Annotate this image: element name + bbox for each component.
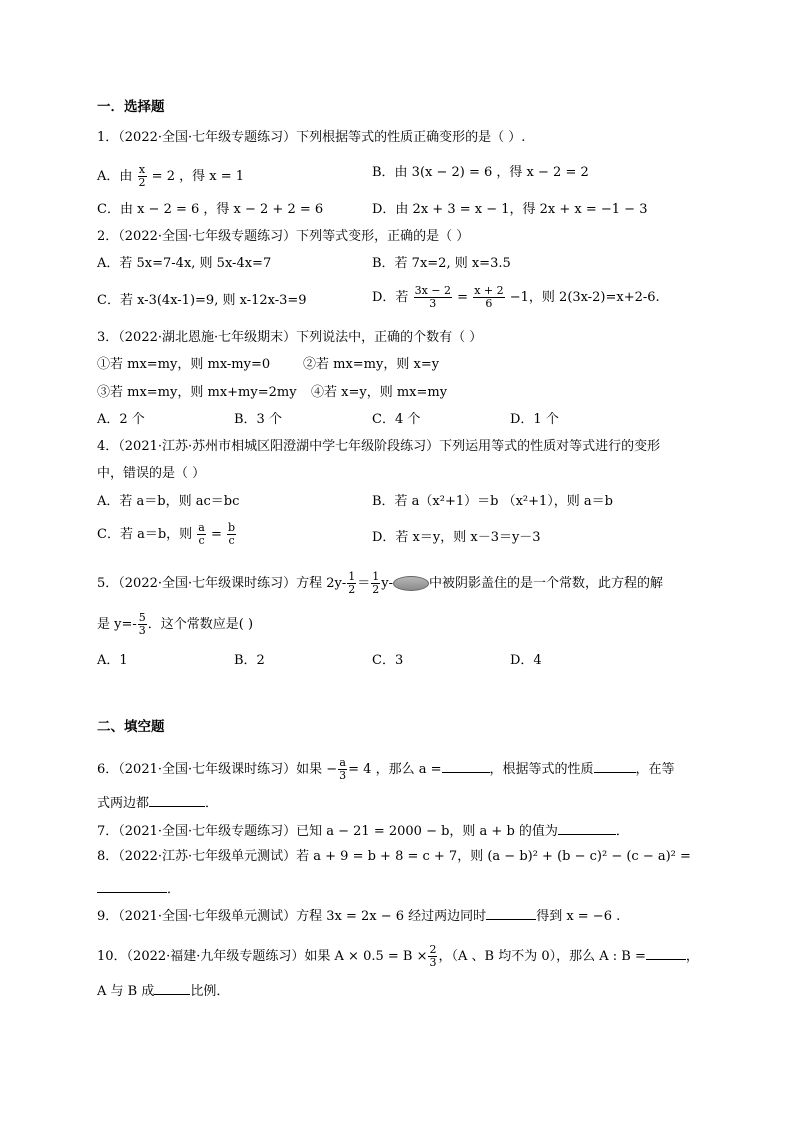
q1-option-d: D．由 2x + 3 = x − 1，得 2x + x = −1 − 3 xyxy=(372,202,648,217)
q3-statement-1: ①若 mx=my，则 mx-my=0 xyxy=(97,357,271,372)
q4-option-b: B．若 a（x²+1）＝b （x²+1），则 a＝b xyxy=(372,494,614,509)
q1-option-c: C．由 x − 2 = 6 ，得 x − 2 + 2 = 6 xyxy=(97,202,324,217)
q3-statement-3: ③若 mx=my，则 mx+my=2my xyxy=(97,385,297,400)
q5-option-d: D．4 xyxy=(510,653,542,668)
section-title-fill: 二、填空题 xyxy=(97,719,165,735)
q6-blank-3[interactable] xyxy=(149,792,205,807)
q7-stem: 7．（2021·全国·七年级专题练习）已知 a − 21 = 2000 − b，则 a + b 的值为 ． xyxy=(97,820,629,840)
q10-blank-1[interactable] xyxy=(646,945,686,960)
q2-option-b: B．若 7x=2, 则 x=3.5 xyxy=(372,256,511,271)
q4-option-d: D．若 x＝y，则 x－3＝y－3 xyxy=(372,530,541,545)
q10-stem-line1: 10．（2022·福建·九年级专题练习）如果 A × 0.5 = B × $\frac{2}{3}$ ，（A 、B 均不为 0），那么 A : B = ， xyxy=(97,943,699,969)
q5-option-a: A．1 xyxy=(97,653,128,668)
q2-option-c: C．若 x-3(4x-1)=9, 则 x-12x-3=9 xyxy=(97,293,307,308)
q5-option-c: C．3 xyxy=(372,653,404,668)
q10-blank-2[interactable] xyxy=(154,980,190,995)
q3-option-b: B．3 个 xyxy=(234,412,282,427)
shaded-constant-blot xyxy=(393,576,429,591)
q1-option-b: B．由 3(x − 2) = 6 ，得 x − 2 = 2 xyxy=(372,165,589,180)
q4-option-a: A．若 a＝b，则 ac＝bc xyxy=(97,494,240,509)
q6-stem-line1: 6．（2021·全国·七年级课时练习）如果 − $\frac{a}{3}$ = 4 ，那么 a = ，根据等式的性质 ，在等 xyxy=(97,756,675,782)
section-title-choice: 一．选择题 xyxy=(97,99,165,115)
q3-option-d: D．1 个 xyxy=(510,412,559,427)
q5-stem-line1: 5．（2022·全国·七年级课时练习）方程 2y- $\frac{1}{2}$ ＝ $\frac{1}{2}$ y- 中被阴影盖住的是一个常数，此方程的解 xyxy=(97,570,664,596)
q4-option-c: C．若 a＝b，则 $\frac{a}{c}$ = $\frac{b}{c}$ xyxy=(97,521,236,547)
q6-blank-1[interactable] xyxy=(442,758,490,773)
q7-blank[interactable] xyxy=(558,820,616,835)
q2-option-d: D．若 $\frac{3x - 2}{3}$ = $\frac{x + 2}{6}$ −1，则 2(3x-2)=x+2-6. xyxy=(372,284,660,310)
q5-option-b: B．2 xyxy=(234,653,265,668)
q1-stem: 1．（2022·全国·七年级专题练习）下列根据等式的性质正确变形的是（ ）. xyxy=(97,130,526,145)
q4-stem-line2: 中，错误的是（ ） xyxy=(97,466,206,481)
q6-stem-line2: 式两边都 ． xyxy=(97,792,218,812)
q5-stem-line2: 是 y=- $\frac{5}{3}$ ．这个常数应是( ) xyxy=(97,611,254,637)
q8-stem-line1: 8．（2022·江苏·七年级单元测试）若 a + 9 = b + 8 = c + 7，则 (a − b)² + (b − c)² − (c − a)² = xyxy=(97,849,691,864)
q9-blank[interactable] xyxy=(486,905,536,920)
q6-blank-2[interactable] xyxy=(594,758,636,773)
q2-option-a: A．若 5x=7-4x, 则 5x-4x=7 xyxy=(97,256,272,271)
q3-option-c: C．4 个 xyxy=(372,412,421,427)
q9-stem: 9．（2021·全国·七年级单元测试）方程 3x = 2x − 6 经过两边同时 得到 x = −6 . xyxy=(97,905,620,925)
q8-stem-line2: ． xyxy=(97,878,180,898)
q4-stem-line1: 4．（2021·江苏·苏州市相城区阳澄湖中学七年级阶段练习）下列运用等式的性质对等式进行的变形 xyxy=(97,439,661,454)
q8-blank[interactable] xyxy=(97,878,167,893)
q3-statement-2: ②若 mx=my，则 x=y xyxy=(303,357,440,372)
q3-statement-4: ④若 x=y，则 mx=my xyxy=(311,385,448,400)
q10-stem-line2: A 与 B 成 比例． xyxy=(97,980,229,1000)
q3-stem: 3．（2022·湖北恩施·七年级期末）下列说法中，正确的个数有（ ） xyxy=(97,330,483,345)
q3-option-a: A．2 个 xyxy=(97,412,145,427)
q2-stem: 2．（2022·全国·七年级专题练习）下列等式变形，正确的是（ ） xyxy=(97,229,470,244)
q1-option-a: A．由 $\frac{x}{2}$ = 2 ，得 x = 1 xyxy=(97,163,244,189)
